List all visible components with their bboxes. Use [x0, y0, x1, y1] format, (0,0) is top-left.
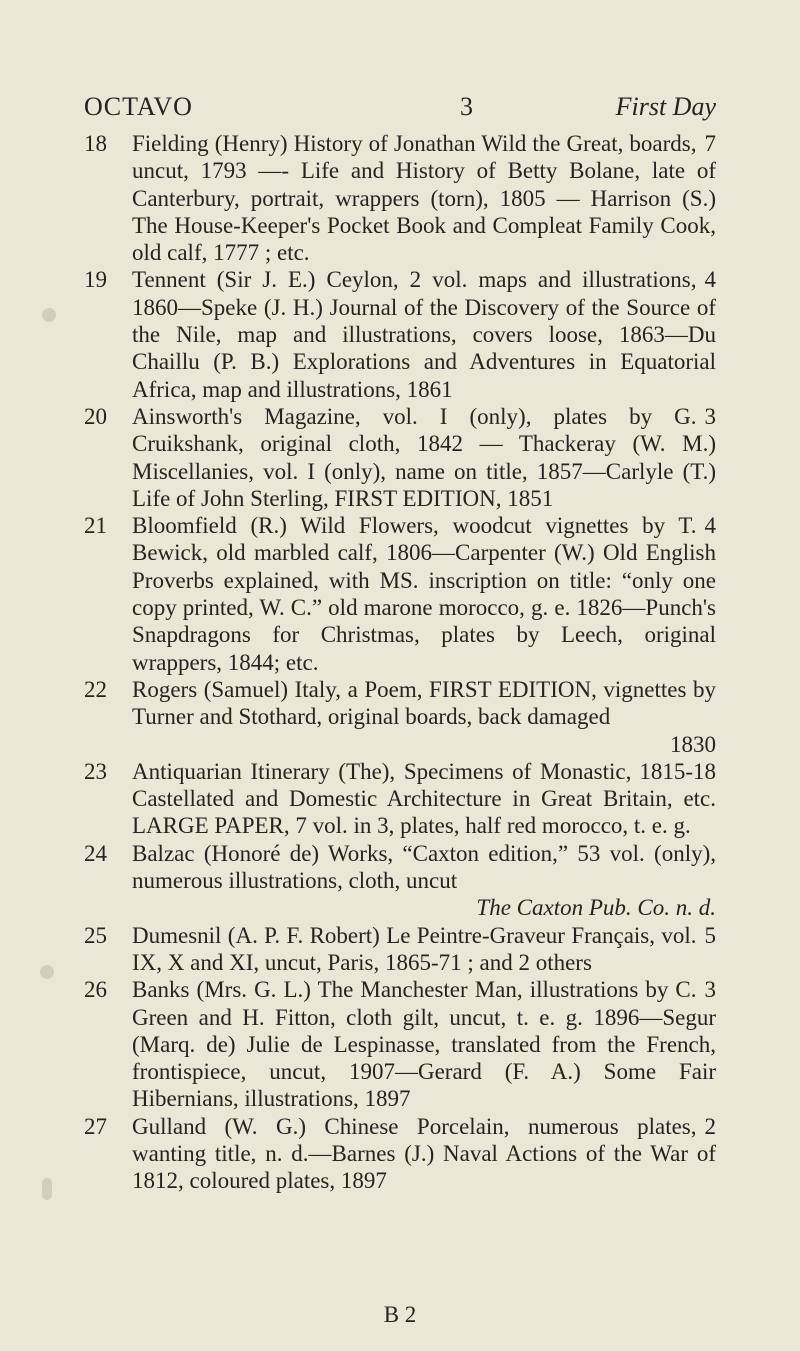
header-page-number: 3	[460, 92, 473, 121]
lot-date: 1830	[670, 731, 716, 757]
lot-description: Fielding (Henry) History of Jonathan Wild the Great, boards, uncut, 1793 —- Life and History of Betty Bolane, late of Canterbury, portrait, wrappers (torn), 1805 — Harrison (S.) The House-Keeper's Pocket Book and Compleat Family Cook, old calf, 1777 ; etc.	[132, 131, 716, 266]
lot-entry	[84, 922, 716, 977]
lot-number: 23	[84, 758, 107, 784]
lot-description: Dumesnil (A. P. F. Robert) Le Peintre-Graveur Français, vol. IX, X and XI, uncut, Paris, 1865-71 ; and 2 others	[132, 922, 697, 975]
lot-price: 3	[704, 403, 716, 429]
lot-description: Banks (Mrs. G. L.) The Manchester Man, illustrations by C. Green and H. Fitton, cloth gilt, uncut, t. e. g. 1896—Segur (Marq. de) Julie de Lespinasse, translated from the French, frontispiece, uncut, 1907—Gerard (F. A.) Some Fair Hibernians, illustrations, 1897	[132, 977, 716, 1112]
lot-entry	[84, 676, 716, 758]
lot-number: 20	[84, 403, 107, 429]
lot-price: 4	[704, 513, 716, 539]
lot-entry	[84, 266, 716, 402]
lot-description: Antiquarian Itinerary (The), Specimens of Monastic, Castellated and Domestic Architecture in Great Britain, etc. LARGE PAPER, 7 vol. in 3, plates, half red morocco, t. e. g.	[132, 758, 716, 839]
running-header	[84, 92, 716, 122]
lot-description: Ainsworth's Magazine, vol. I (only), plates by G. Cruikshank, original cloth, 1842 — Thackeray (W. M.) Miscellanies, vol. I (only), name on title, 1857—Carlyle (T.) Life of John Sterling, FIRST EDITION, 1851	[132, 403, 716, 511]
lot-number: 18	[84, 131, 107, 156]
signature-mark: B 2	[383, 1302, 417, 1327]
stain-mark	[42, 1178, 52, 1200]
header-day: First Day	[615, 92, 716, 121]
lot-entry	[84, 1113, 716, 1195]
lot-date: 1815-18	[639, 758, 716, 784]
lot-entry	[84, 130, 716, 266]
lot-description: Bloomfield (R.) Wild Flowers, woodcut vignettes by T. Bewick, old marbled calf, 1806—Carpenter (W.) Old English Proverbs explained, with MS. inscription on title: “only one copy printed, W. C.” old marone morocco, g. e. 1826—Punch's Snapdragons for Christmas, plates by Leech, original wrappers, 1844; etc.	[132, 513, 716, 675]
lot-number: 24	[84, 840, 107, 866]
lot-description: Balzac (Honoré de) Works, “Caxton edition,” 53 vol. (only), numerous illustrations, cloth, uncut	[132, 840, 716, 894]
lot-entry	[84, 403, 716, 512]
lot-number: 27	[84, 1113, 107, 1139]
header-section: OCTAVO	[84, 92, 193, 121]
lot-price: 2	[704, 1113, 716, 1139]
lot-publisher: The Caxton Pub. Co. n. d.	[476, 895, 716, 921]
lot-price: 4	[704, 267, 716, 293]
lot-list	[84, 130, 716, 1195]
stain-mark	[40, 965, 54, 979]
lot-entry	[84, 512, 716, 676]
lot-description: Rogers (Samuel) Italy, a Poem, FIRST EDITION, vignettes by Turner and Stothard, original boards, back damaged	[132, 676, 716, 730]
lot-price: 7	[704, 131, 716, 156]
lot-description: Gulland (W. G.) Chinese Porcelain, numerous plates, wanting title, n. d.—Barnes (J.) Naval Actions of the War of 1812, coloured plates, 1897	[132, 1113, 716, 1194]
lot-number: 21	[84, 513, 107, 539]
lot-price: 3	[704, 977, 716, 1003]
lot-number: 22	[84, 676, 107, 702]
stain-mark	[42, 308, 56, 322]
lot-description: Tennent (Sir J. E.) Ceylon, 2 vol. maps and illustrations, 1860—Speke (J. H.) Journal of the Discovery of the Source of the Nile, map and illustrations, covers loose, 1863—Du Chaillu (P. B.) Explorations and Adventures in Equatorial Africa, map and illustrations, 1861	[132, 267, 716, 402]
lot-number: 26	[84, 977, 107, 1003]
lot-number: 19	[84, 267, 107, 293]
lot-entry	[84, 976, 716, 1112]
lot-price: 5	[704, 922, 716, 948]
lot-entry	[84, 758, 716, 840]
lot-number: 25	[84, 922, 107, 948]
lot-entry	[84, 840, 716, 922]
